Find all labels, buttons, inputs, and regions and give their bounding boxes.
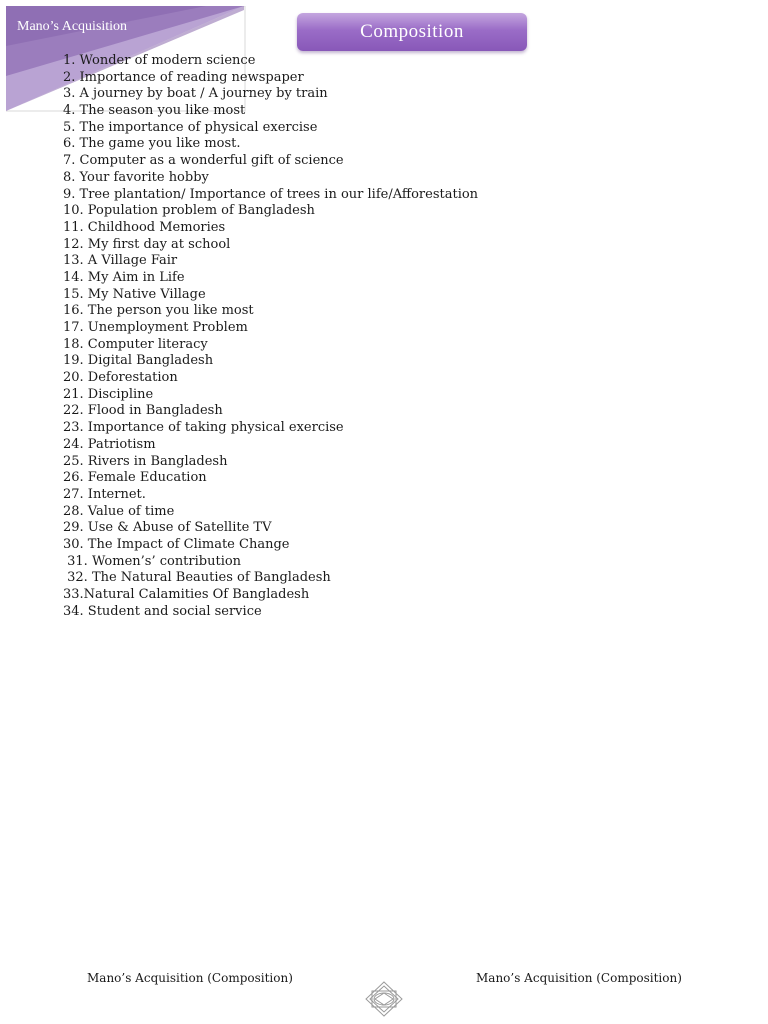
list-item: 23. Importance of taking physical exercise bbox=[63, 420, 344, 436]
list-item: 8. Your favorite hobby bbox=[63, 169, 209, 185]
list-item: 34. Student and social service bbox=[63, 603, 262, 619]
list-item: 19. Digital Bangladesh bbox=[63, 353, 214, 369]
list-item: 18. Computer literacy bbox=[63, 336, 208, 352]
list-item: 33.Natural Calamities Of Bangladesh bbox=[63, 587, 310, 602]
list-item: 9. Tree plantation/ Importance of trees in our life/Afforestation bbox=[63, 186, 479, 202]
list-item: 5. The importance of physical exercise bbox=[63, 119, 318, 135]
list-item: 15. My Native Village bbox=[63, 286, 206, 302]
list-item: 32. The Natural Beauties of Bangladesh bbox=[63, 570, 331, 586]
list-item: 31. Women’s’ contribution bbox=[63, 553, 242, 569]
list-item: 7. Computer as a wonderful gift of science bbox=[63, 153, 344, 169]
footer-right-text: Mano’s Acquisition (Composition) bbox=[476, 971, 682, 985]
list-item: 26. Female Education bbox=[63, 470, 207, 486]
list-item: 24. Patriotism bbox=[63, 436, 156, 452]
list-item: 29. Use & Abuse of Satellite TV bbox=[63, 520, 272, 536]
footer-left-text: Mano’s Acquisition (Composition) bbox=[87, 971, 293, 985]
diamond-ornament-icon bbox=[364, 981, 404, 1017]
list-item: 22. Flood in Bangladesh bbox=[63, 403, 223, 419]
list-item: 28. Value of time bbox=[63, 503, 175, 519]
list-item: 1. Wonder of modern science bbox=[63, 53, 256, 68]
list-item: 13. A Village Fair bbox=[63, 253, 178, 269]
list-item: 12. My first day at school bbox=[63, 236, 231, 252]
list-item: 27. Internet. bbox=[63, 486, 146, 502]
list-item: 30. The Impact of Climate Change bbox=[63, 536, 290, 552]
list-item: 14. My Aim in Life bbox=[63, 269, 185, 285]
corner-label: Mano’s Acquisition bbox=[17, 19, 128, 34]
list-item: 11. Childhood Memories bbox=[63, 219, 226, 235]
list-item: 20. Deforestation bbox=[63, 370, 178, 386]
list-item: 16. The person you like most bbox=[63, 303, 254, 319]
list-item: 3. A journey by boat / A journey by train bbox=[63, 86, 328, 102]
page-title: Composition bbox=[360, 21, 464, 42]
title-banner bbox=[297, 13, 527, 51]
list-item: 21. Discipline bbox=[63, 386, 154, 402]
topic-list bbox=[63, 53, 478, 620]
list-item: 2. Importance of reading newspaper bbox=[63, 69, 304, 85]
list-item: 17. Unemployment Problem bbox=[63, 320, 248, 335]
list-item: 6. The game you like most. bbox=[63, 136, 241, 152]
list-item: 10. Population problem of Bangladesh bbox=[63, 203, 315, 219]
list-item: 4. The season you like most bbox=[63, 103, 246, 119]
list-item: 25. Rivers in Bangladesh bbox=[63, 453, 228, 469]
